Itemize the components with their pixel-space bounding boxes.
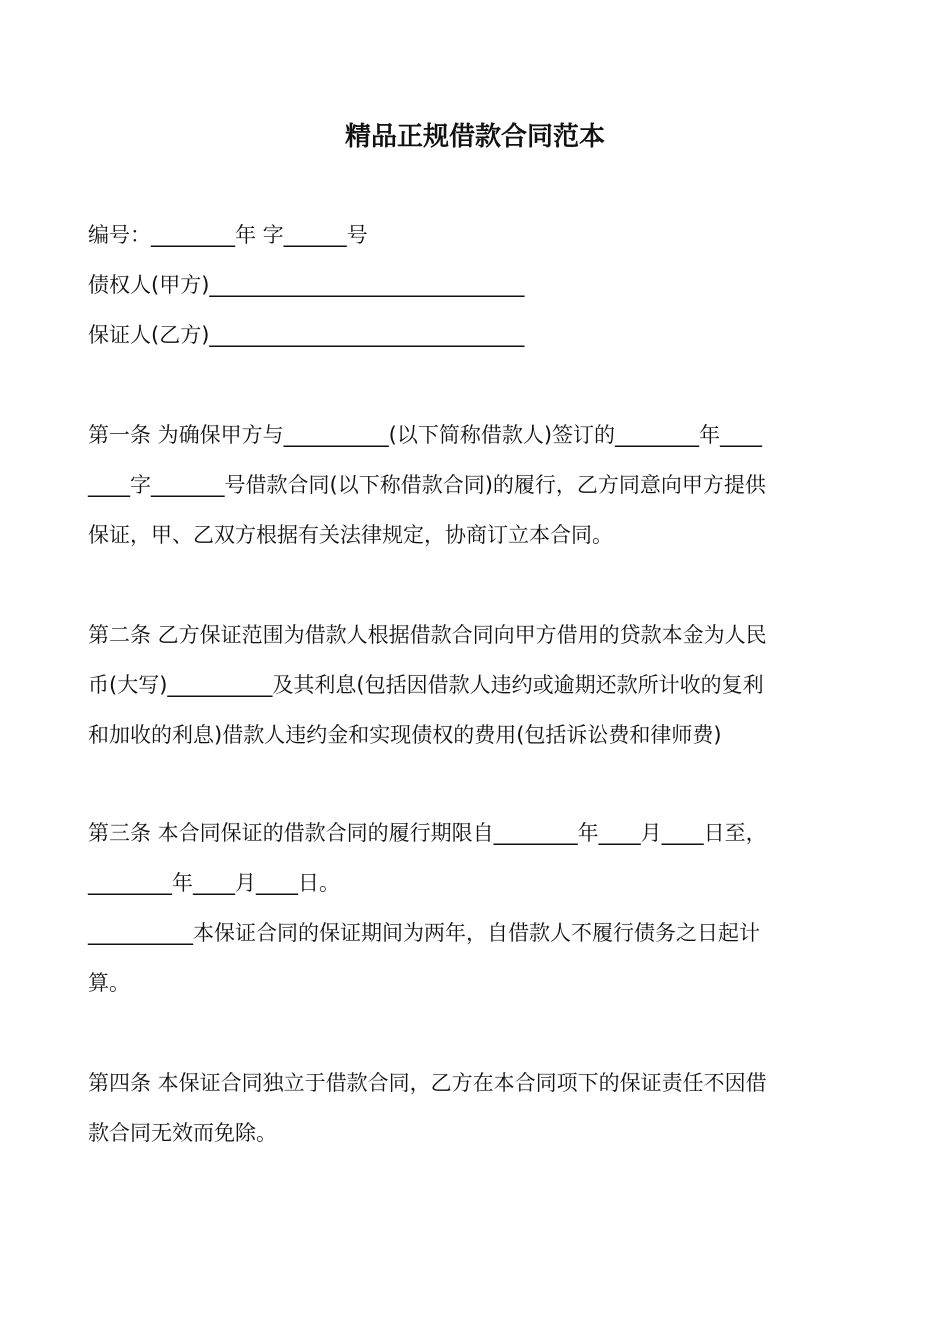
article-1-line-2: ____字_______号借款合同(以下称借款合同)的履行，乙方同意向甲方提供	[88, 473, 766, 497]
article-4-line-1: 第四条 本保证合同独立于借款合同，乙方在本合同项下的保证责任不因借	[88, 1071, 767, 1095]
contract-number-line: 编号：________年 字______号	[88, 223, 368, 247]
article-2-line-2: 币(大写)__________及其利息(包括因借款人违约或逾期还款所计收的复利	[88, 673, 764, 697]
article-1-line-3: 保证，甲、乙双方根据有关法律规定，协商订立本合同。	[88, 523, 613, 547]
article-2-line-1: 第二条 乙方保证范围为借款人根据借款合同向甲方借用的贷款本金为人民	[88, 623, 767, 647]
article-3-line-2: ________年____月____日。	[88, 871, 340, 895]
article-3-line-4: 算。	[88, 971, 130, 995]
document-title: 精品正规借款合同范本	[344, 122, 605, 152]
guarantor-line: 保证人(乙方)______________________________	[88, 323, 525, 347]
article-4-line-2: 款合同无效而免除。	[88, 1121, 277, 1145]
article-1-line-1: 第一条 为确保甲方与__________(以下简称借款人)签订的________年____	[88, 423, 763, 447]
article-3-line-3: __________本保证合同的保证期间为两年，自借款人不履行债务之日起计	[88, 921, 760, 945]
article-2-line-3: 和加收的利息)借款人违约金和实现债权的费用(包括诉讼费和律师费)	[88, 723, 722, 747]
article-3-line-1: 第三条 本合同保证的借款合同的履行期限自________年____月____日至，	[88, 821, 767, 845]
creditor-line: 债权人(甲方)______________________________	[88, 273, 525, 297]
